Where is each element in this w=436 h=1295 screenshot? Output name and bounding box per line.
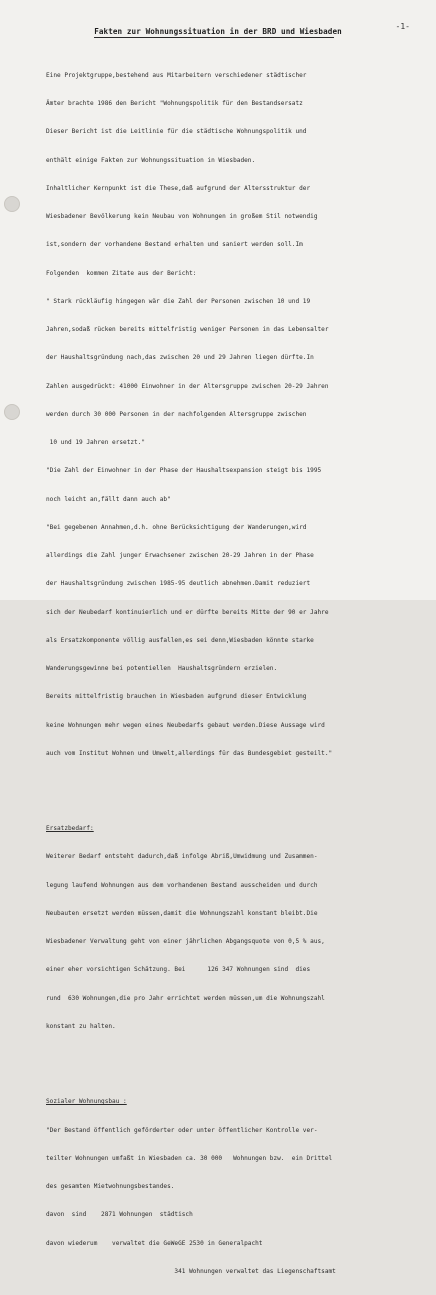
- text-line: Zahlen ausgedrückt: 41000 Einwohner in der Altersgruppe zwischen 20-29 Jahren: [46, 382, 329, 390]
- text-line: davon wiederum verwaltet die GeWeGE 2530 in Generalpacht: [46, 1239, 263, 1247]
- text-line: noch leicht an,fällt dann auch ab": [46, 495, 171, 503]
- text-line: davon sind 2871 Wohnungen städtisch: [46, 1211, 193, 1219]
- text-line: werden durch 30 000 Personen in der nachfolgenden Altersgruppe zwischen: [46, 410, 307, 418]
- text-line: allerdings die Zahl junger Erwachsener zwischen 20-29 Jahren in der Phase: [46, 552, 314, 560]
- text-line: der Haushaltsgründung nach,das zwischen 20 und 29 Jahren liegen dürfte.In: [46, 354, 314, 362]
- text-line: "Bei gegebenen Annahmen,d.h. ohne Berücksichtigung der Wanderungen,wird: [46, 523, 307, 531]
- text-line: konstant zu halten.: [46, 1022, 116, 1030]
- text-line: Ämter brachte 1986 den Bericht "Wohnungspolitik für den Bestandsersatz: [46, 100, 303, 108]
- text-line: einer eher vorsichtigen Schätzung. Bei 126 347 Wohnungen sind dies: [46, 966, 311, 974]
- text-line: enthält einige Fakten zur Wohnungssituation in Wiesbaden.: [46, 156, 256, 164]
- text-line: als Ersatzkomponente völlig ausfallen,es sei denn,Wiesbaden könnte starke: [46, 636, 314, 644]
- text-line: auch vom Institut Wohnen und Umwelt,allerdings für das Bundesgebiet gesteilt.": [46, 749, 333, 757]
- punch-hole: [4, 196, 20, 212]
- text-line: Inhaltlicher Kernpunkt ist die These,daß aufgrund der Altersstruktur der: [46, 184, 311, 192]
- text-line: der Haushaltsgründung zwischen 1985-95 deutlich abnehmen.Damit reduziert: [46, 580, 311, 588]
- text-line: Weiterer Bedarf entsteht dadurch,daß infolge Abriß,Umwidmung und Zusammen-: [46, 853, 318, 861]
- text-line: 341 Wohnungen verwaltet das Liegenschaftsamt: [46, 1267, 336, 1275]
- paragraph-gap: [46, 787, 412, 796]
- text-line: teilter Wohnungen umfaßt in Wiesbaden ca. 30 000 Wohnungen bzw. ein Drittel: [46, 1154, 333, 1162]
- text-line: Dieser Bericht ist die Leitlinie für die städtische Wohnungspolitik und: [46, 128, 307, 136]
- document-title: Fakten zur Wohnungssituation in der BRD und Wiesbaden: [94, 27, 342, 36]
- text-line: des gesamten Mietwohnungsbestandes.: [46, 1183, 175, 1191]
- text-line: Wiesbadener Verwaltung geht von einer jährlichen Abgangsquote von 0,5 % aus,: [46, 938, 325, 946]
- page-number: -1-: [395, 22, 410, 31]
- text-line: Folgenden kommen Zitate aus der Bericht:: [46, 269, 197, 277]
- text-line: "Der Bestand öffentlich geförderter oder unter öffentlicher Kontrolle ver-: [46, 1126, 318, 1134]
- text-line: keine Wohnungen mehr wegen eines Neubedarfs gebaut werden.Diese Aussage wird: [46, 721, 325, 729]
- text-line: Eine Projektgruppe,bestehend aus Mitarbeitern verschiedener städtischer: [46, 71, 307, 79]
- punch-hole: [4, 404, 20, 420]
- document-body: [46, 52, 412, 1295]
- text-line: Wanderungsgewinne bei potentiellen Haushaltsgründern erzielen.: [46, 665, 278, 673]
- section-heading-sozialer-wohnungsbau: Sozialer Wohnungsbau :: [46, 1098, 127, 1106]
- text-line: sich der Neubedarf kontinuierlich und er dürfte bereits Mitte der 90 er Jahre: [46, 608, 329, 616]
- text-line: ist,sondern der vorhandene Bestand erhalten und saniert werden soll.Im: [46, 241, 303, 249]
- text-line: Jahren,sodaß rücken bereits mittelfristig weniger Personen in das Lebensalter: [46, 326, 329, 334]
- text-line: 10 und 19 Jahren ersetzt.": [46, 439, 146, 447]
- text-line: Bereits mittelfristig brauchen in Wiesbaden aufgrund dieser Entwicklung: [46, 693, 307, 701]
- title-underline: [94, 37, 334, 38]
- section-heading-ersatzbedarf: Ersatzbedarf:: [46, 825, 94, 833]
- paragraph-gap: [46, 1060, 412, 1069]
- text-line: Neubauten ersetzt werden müssen,damit die Wohnungszahl konstant bleibt.Die: [46, 909, 318, 917]
- text-line: rund 630 Wohnungen,die pro Jahr errichtet werden müssen,um die Wohnungszahl: [46, 994, 325, 1002]
- text-line: Wiesbadener Bevölkerung kein Neubau von Wohnungen in großem Stil notwendig: [46, 213, 318, 221]
- text-line: "Die Zahl der Einwohner in der Phase der Haushaltsexpansion steigt bis 1995: [46, 467, 322, 475]
- text-line: legung laufend Wohnungen aus dem vorhandenen Bestand ausscheiden und durch: [46, 881, 318, 889]
- text-line: " Stark rückläufig hingegen wär die Zahl der Personen zwischen 10 und 19: [46, 297, 311, 305]
